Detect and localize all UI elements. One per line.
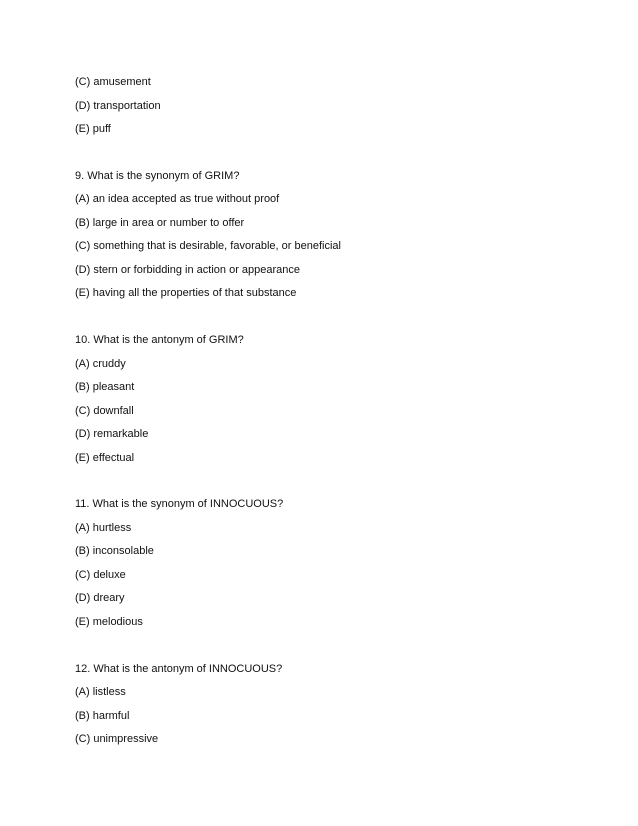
q12-option-c: (C) unimpressive (75, 733, 159, 745)
q10-option-c: (C) downfall (75, 405, 134, 417)
q12-option-b: (B) harmful (75, 710, 130, 722)
q8-option-c: (C) amusement (75, 76, 151, 88)
q11-option-c: (C) deluxe (75, 569, 126, 581)
q10-option-b: (B) pleasant (75, 381, 135, 393)
q9-question: 9. What is the synonym of GRIM? (75, 170, 240, 182)
q9-option-e: (E) having all the properties of that substance (75, 287, 297, 299)
q12-question: 12. What is the antonym of INNOCUOUS? (75, 663, 283, 675)
q11-option-e: (E) melodious (75, 616, 143, 628)
q10-option-d: (D) remarkable (75, 428, 149, 440)
q9-option-d: (D) stern or forbidding in action or appearance (75, 264, 301, 276)
q11-question: 11. What is the synonym of INNOCUOUS? (75, 498, 284, 510)
q9-option-b: (B) large in area or number to offer (75, 217, 245, 229)
q11-option-a: (A) hurtless (75, 522, 132, 534)
q8-option-d: (D) transportation (75, 100, 161, 112)
q12-option-a: (A) listless (75, 686, 126, 698)
q9-option-a: (A) an idea accepted as true without proof (75, 193, 280, 205)
q10-option-e: (E) effectual (75, 452, 135, 464)
q8-option-e: (E) puff (75, 123, 111, 135)
q10-option-a: (A) cruddy (75, 358, 126, 370)
q10-question: 10. What is the antonym of GRIM? (75, 334, 244, 346)
q9-option-c: (C) something that is desirable, favorable, or beneficial (75, 240, 341, 252)
q11-option-d: (D) dreary (75, 592, 125, 604)
q11-option-b: (B) inconsolable (75, 545, 154, 557)
